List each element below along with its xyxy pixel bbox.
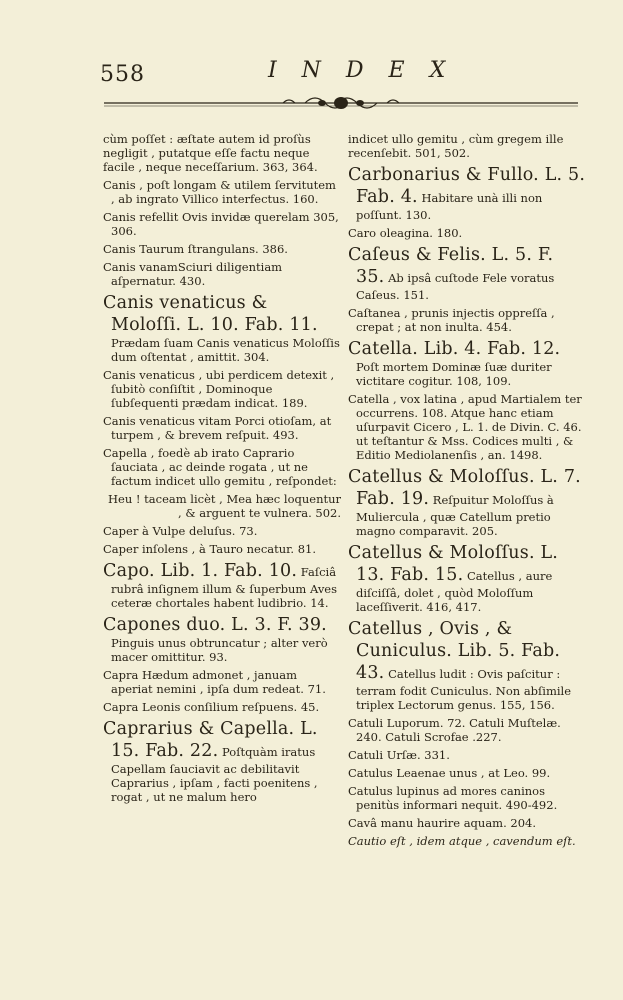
- index-entry: [103, 242, 341, 256]
- entry-text: Canis venaticus vitam Porci otioſam, at turpem , & brevem reſpuit. 493.: [103, 414, 332, 442]
- entry-text: Canis vanamSciuri diligentiam aſpernatur. 430.: [103, 260, 283, 288]
- entry-text: Canis venaticus , ubi perdicem detexit , ſubitò conſiſtit , Dominoque ſubſequenti prædam indicat. 189.: [103, 368, 335, 410]
- index-entry: [103, 210, 341, 238]
- index-entry: [103, 492, 341, 520]
- index-entry: [103, 542, 341, 556]
- entry-text: Pinguis unus obtruncatur ; alter verò macer omittitur. 93.: [111, 636, 328, 664]
- index-entry-major: [103, 614, 341, 664]
- index-entry-major: [348, 164, 586, 222]
- entry-text: Ab ipsâ cuſtode Fele voratus Caſeus. 151.: [356, 271, 555, 302]
- entry-text: Catuli Urſæ. 331.: [348, 748, 450, 762]
- entry-heading: Catella. Lib. 4. Fab. 12.: [348, 339, 561, 359]
- index-entry-major: [348, 542, 586, 614]
- entry-text: Capella , foedè ab irato Caprario ſauciata , ac deinde rogata , ut ne factum indicet ullo gemitu , reſpondet:: [103, 446, 337, 488]
- entry-text: Canis , poſt longam & utilem ſervitutem , ab ingrato Villico interfectus. 160.: [103, 178, 336, 206]
- entry-text: Catellus ludit : Ovis paſcitur : terram fodit Cuniculus. Non abſimile triplex Lectorum genus. 155, 156.: [356, 667, 572, 712]
- entry-text: Canis refellit Ovis invidæ querelam 305, 306.: [103, 210, 339, 238]
- scroll-ornament-icon: [100, 92, 582, 114]
- entry-text: Poſt mortem Dominæ ſuæ duriter victitare cogitur. 108, 109.: [356, 360, 552, 388]
- entry-text: Faſciâ rubrâ inſignem illum & ſuperbum Aves ceteræ chortales habent ludibrio. 14.: [111, 565, 338, 610]
- entry-text: Catulus lupinus ad mores caninos penitùs informari nequit. 490-492.: [348, 784, 558, 812]
- entry-text: Catellus , aure diſciſſâ, dolet , quòd Moloſſum laceſſiverit. 416, 417.: [356, 569, 553, 614]
- entry-text: Capra Hædum admonet , januam aperiat nemini , ipſa dum redeat. 71.: [103, 668, 326, 696]
- entry-text: Cautio eſt , idem atque , cavendum eſt.: [348, 834, 576, 848]
- index-entry-major: [348, 338, 586, 388]
- entry-heading: Capones duo. L. 3. F. 39.: [103, 615, 327, 635]
- entry-heading: Caſeus & Felis. L. 5. F. 35.: [348, 245, 554, 287]
- index-entry: [103, 132, 341, 174]
- entry-text: indicet ullo gemitu , cùm gregem ille recenſebit. 501, 502.: [348, 132, 564, 160]
- entry-text: Caro oleagina. 180.: [348, 226, 463, 240]
- index-entry: [103, 668, 341, 696]
- index-entry: [103, 524, 341, 538]
- entry-text: Habitare unà illi non poſſunt. 130.: [356, 191, 543, 222]
- entry-text: Caper à Vulpe deluſus. 73.: [103, 524, 258, 538]
- index-column-right: [348, 132, 586, 852]
- index-entry: [348, 748, 586, 762]
- entry-text: cùm poſſet : æſtate autem id proſùs negligit , putatque eſſe factu neque facile , neque neceſſarium. 363, 364.: [103, 132, 318, 174]
- index-entry: [103, 700, 341, 714]
- entry-text: Caſtanea , prunis injectis oppreſſa , crepat ; at non inulta. 454.: [348, 306, 555, 334]
- entry-text: Catulus Leaenae unus , at Leo. 99.: [348, 766, 551, 780]
- index-entry-major: [103, 292, 341, 364]
- entry-heading: Canis venaticus & Moloſſi. L. 10. Fab. 11.: [103, 293, 318, 335]
- entry-text: Catella , vox latina , apud Martialem ter occurrens. 108. Atque hanc etiam uſurpavit Cicero , L. 1. de Divin. C. 46. ut teſtantur & Mss. Codices multi , & Editio Mediolanenſis , an. 1498.: [348, 392, 582, 462]
- page-number: 558: [100, 62, 145, 87]
- entry-text: Canis Taurum ſtrangulans. 386.: [103, 242, 288, 256]
- entry-text: Heu ! taceam licèt , Mea hæc loquentur , & arguent te vulnera. 502.: [107, 492, 341, 520]
- index-entry: [348, 716, 586, 744]
- index-entry: [348, 766, 586, 780]
- entry-heading: Catellus , Ovis , & Cuniculus. Lib. 5. Fab. 43.: [348, 619, 561, 683]
- entry-heading: Catellus & Moloſſus. L. 13. Fab. 15.: [348, 543, 559, 585]
- index-entry: [348, 226, 586, 240]
- entry-heading: Capo. Lib. 1. Fab. 10.: [103, 561, 298, 581]
- index-entry: [348, 834, 586, 848]
- index-entry-major: [103, 560, 341, 610]
- entry-text: Capra Leonis conſilium reſpuens. 45.: [103, 700, 320, 714]
- running-title: I N D E X: [268, 58, 455, 83]
- index-entry: [348, 784, 586, 812]
- entry-heading: Catellus & Moloſſus. L. 7. Fab. 19.: [348, 467, 581, 509]
- entry-heading: Carbonarius & Fullo. L. 5. Fab. 4.: [348, 165, 586, 207]
- entry-heading: Caprarius & Capella. L. 15. Fab. 22.: [103, 719, 318, 761]
- index-entry-major: [348, 244, 586, 302]
- index-entry: [348, 132, 586, 160]
- index-entry-major: [348, 618, 586, 712]
- entry-text: Catuli Luporum. 72. Catuli Muſtelæ. 240. Catuli Scrofae .227.: [348, 716, 561, 744]
- entry-text: Reſpuitur Moloſſus à Muliercula , quæ Catellum pretio magno comparavit. 205.: [356, 493, 554, 538]
- entry-text: Caper inſolens , à Tauro necatur. 81.: [103, 542, 316, 556]
- index-entry-major: [348, 466, 586, 538]
- entry-text: Poſtquàm iratus Capellam ſauciavit ac debilitavit Caprarius , ipſam , facti poenitens , rogat , ut ne malum hero: [111, 745, 318, 804]
- index-entry: [103, 178, 341, 206]
- index-entry: [103, 414, 341, 442]
- entry-text: Prædam ſuam Canis venaticus Moloſſis dum oſtentat , amittit. 304.: [111, 336, 340, 364]
- index-entry: [348, 392, 586, 462]
- index-column-left: [103, 132, 341, 808]
- index-entry: [348, 306, 586, 334]
- index-entry: [103, 368, 341, 410]
- index-entry: [103, 446, 341, 488]
- index-entry-major: [103, 718, 341, 804]
- index-entry: [348, 816, 586, 830]
- entry-text: Cavâ manu haurire aquam. 204.: [348, 816, 536, 830]
- index-entry: [103, 260, 341, 288]
